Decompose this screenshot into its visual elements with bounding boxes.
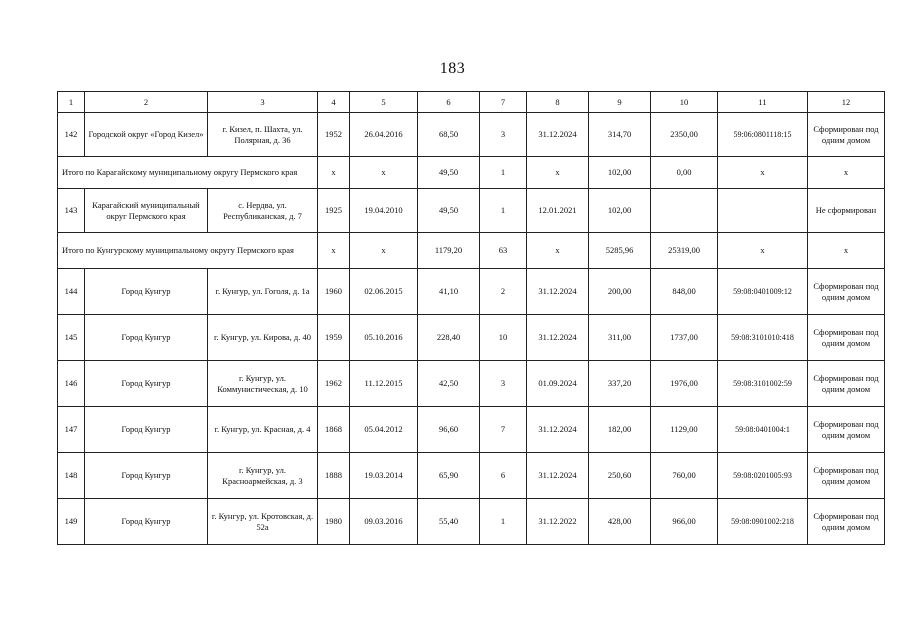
row-number: 147 — [58, 407, 85, 453]
area-cell: 41,10 — [418, 269, 480, 315]
row-number: 146 — [58, 361, 85, 407]
cadastral-number-cell: 59:08:3101002:59 — [718, 361, 808, 407]
recognition-date-cell: 02.06.2015 — [350, 269, 418, 315]
year-built-cell: 1888 — [318, 453, 350, 499]
municipality-cell: Город Кунгур — [85, 453, 208, 499]
address-cell: г. Кунгур, ул. Коммунистическая, д. 10 — [208, 361, 318, 407]
land-status-cell: Сформирован под одним домом — [808, 407, 885, 453]
table-row — [58, 499, 885, 545]
resettlement-date-cell: 12.01.2021 — [527, 189, 589, 233]
resettlement-date-cell: 31.12.2024 — [527, 315, 589, 361]
land-status-cell: Сформирован под одним домом — [808, 113, 885, 157]
land-area-cell: 428,00 — [589, 499, 651, 545]
municipality-cell: Город Кунгур — [85, 315, 208, 361]
table-row — [58, 189, 885, 233]
municipality-cell: Город Кунгур — [85, 361, 208, 407]
address-cell: г. Кунгур, ул. Красная, д. 4 — [208, 407, 318, 453]
recognition-date-cell: 26.04.2016 — [350, 113, 418, 157]
recognition-date-cell: 05.04.2012 — [350, 407, 418, 453]
total-cell: 0,00 — [651, 157, 718, 189]
cadastral-number-cell: 59:08:3101010:418 — [718, 315, 808, 361]
land-value-cell: 2350,00 — [651, 113, 718, 157]
column-number: 1 — [58, 92, 85, 113]
page-number: 183 — [439, 60, 466, 77]
residents-cell: 1 — [480, 189, 527, 233]
total-label: Итого по Карагайскому муниципальному округу Пермского края — [58, 157, 318, 189]
total-row — [58, 157, 885, 189]
land-area-cell: 314,70 — [589, 113, 651, 157]
column-number: 3 — [208, 92, 318, 113]
residents-cell: 6 — [480, 453, 527, 499]
cadastral-number-cell: 59:06:0801118:15 — [718, 113, 808, 157]
address-cell: г. Кунгур, ул. Кротовская, д. 52а — [208, 499, 318, 545]
area-cell: 96,60 — [418, 407, 480, 453]
recognition-date-cell: 19.04.2010 — [350, 189, 418, 233]
cadastral-number-cell: 59:08:0201005:93 — [718, 453, 808, 499]
year-built-cell: 1925 — [318, 189, 350, 233]
area-cell: 55,40 — [418, 499, 480, 545]
land-area-cell: 200,00 — [589, 269, 651, 315]
column-number: 8 — [527, 92, 589, 113]
column-number-row — [58, 92, 885, 113]
residents-cell: 1 — [480, 499, 527, 545]
recognition-date-cell: 05.10.2016 — [350, 315, 418, 361]
recognition-date-cell: 19.03.2014 — [350, 453, 418, 499]
residents-cell: 3 — [480, 361, 527, 407]
table-row — [58, 269, 885, 315]
row-number: 142 — [58, 113, 85, 157]
total-cell: x — [350, 157, 418, 189]
column-number: 4 — [318, 92, 350, 113]
table-row — [58, 453, 885, 499]
table-row — [58, 407, 885, 453]
column-number: 7 — [480, 92, 527, 113]
recognition-date-cell: 11.12.2015 — [350, 361, 418, 407]
housing-register-table — [57, 91, 885, 545]
cadastral-number-cell: 59:08:0401004:1 — [718, 407, 808, 453]
residents-cell: 10 — [480, 315, 527, 361]
land-status-cell: Сформирован под одним домом — [808, 499, 885, 545]
total-cell: x — [527, 233, 589, 269]
total-cell: 1179,20 — [418, 233, 480, 269]
total-cell: x — [808, 233, 885, 269]
land-status-cell: Не сформирован — [808, 189, 885, 233]
resettlement-date-cell: 31.12.2024 — [527, 453, 589, 499]
address-cell: г. Кунгур, ул. Кирова, д. 40 — [208, 315, 318, 361]
resettlement-date-cell: 01.09.2024 — [527, 361, 589, 407]
residents-cell: 2 — [480, 269, 527, 315]
total-cell: 102,00 — [589, 157, 651, 189]
row-number: 149 — [58, 499, 85, 545]
municipality-cell: Город Кунгур — [85, 499, 208, 545]
column-number: 11 — [718, 92, 808, 113]
address-cell: г. Кунгур, ул. Красноармейская, д. 3 — [208, 453, 318, 499]
cadastral-number-cell: 59:08:0401009:12 — [718, 269, 808, 315]
resettlement-date-cell: 31.12.2024 — [527, 269, 589, 315]
total-row — [58, 233, 885, 269]
column-number: 10 — [651, 92, 718, 113]
land-area-cell: 182,00 — [589, 407, 651, 453]
municipality-cell: Карагайский муниципальный округ Пермского края — [85, 189, 208, 233]
year-built-cell: 1980 — [318, 499, 350, 545]
total-cell: 49,50 — [418, 157, 480, 189]
residents-cell: 3 — [480, 113, 527, 157]
land-value-cell: 966,00 — [651, 499, 718, 545]
total-cell: 5285,96 — [589, 233, 651, 269]
land-value-cell: 760,00 — [651, 453, 718, 499]
land-status-cell: Сформирован под одним домом — [808, 315, 885, 361]
address-cell: г. Кунгур, ул. Гоголя, д. 1а — [208, 269, 318, 315]
land-area-cell: 337,20 — [589, 361, 651, 407]
area-cell: 228,40 — [418, 315, 480, 361]
column-number: 6 — [418, 92, 480, 113]
table-row — [58, 113, 885, 157]
area-cell: 49,50 — [418, 189, 480, 233]
column-number: 5 — [350, 92, 418, 113]
land-status-cell: Сформирован под одним домом — [808, 361, 885, 407]
total-cell: 1 — [480, 157, 527, 189]
land-area-cell: 102,00 — [589, 189, 651, 233]
land-value-cell: 1976,00 — [651, 361, 718, 407]
total-cell: x — [527, 157, 589, 189]
recognition-date-cell: 09.03.2016 — [350, 499, 418, 545]
municipality-cell: Городской округ «Город Кизел» — [85, 113, 208, 157]
year-built-cell: 1959 — [318, 315, 350, 361]
resettlement-date-cell: 31.12.2024 — [527, 407, 589, 453]
column-number: 2 — [85, 92, 208, 113]
table-row — [58, 361, 885, 407]
column-number: 12 — [808, 92, 885, 113]
municipality-cell: Город Кунгур — [85, 407, 208, 453]
total-cell: x — [350, 233, 418, 269]
cadastral-number-cell — [718, 189, 808, 233]
total-cell: x — [808, 157, 885, 189]
residents-cell: 7 — [480, 407, 527, 453]
total-cell: x — [718, 233, 808, 269]
land-area-cell: 311,00 — [589, 315, 651, 361]
area-cell: 65,90 — [418, 453, 480, 499]
table-row — [58, 315, 885, 361]
land-value-cell — [651, 189, 718, 233]
year-built-cell: 1962 — [318, 361, 350, 407]
area-cell: 42,50 — [418, 361, 480, 407]
total-cell: 63 — [480, 233, 527, 269]
land-status-cell: Сформирован под одним домом — [808, 453, 885, 499]
total-label: Итого по Кунгурскому муниципальному округу Пермского края — [58, 233, 318, 269]
total-cell: x — [718, 157, 808, 189]
municipality-cell: Город Кунгур — [85, 269, 208, 315]
total-cell: 25319,00 — [651, 233, 718, 269]
area-cell: 68,50 — [418, 113, 480, 157]
row-number: 145 — [58, 315, 85, 361]
resettlement-date-cell: 31.12.2022 — [527, 499, 589, 545]
column-number: 9 — [589, 92, 651, 113]
address-cell: с. Нердва, ул. Республиканская, д. 7 — [208, 189, 318, 233]
row-number: 144 — [58, 269, 85, 315]
resettlement-date-cell: 31.12.2024 — [527, 113, 589, 157]
total-cell: x — [318, 233, 350, 269]
year-built-cell: 1952 — [318, 113, 350, 157]
cadastral-number-cell: 59:08:0901002:218 — [718, 499, 808, 545]
row-number: 148 — [58, 453, 85, 499]
row-number: 143 — [58, 189, 85, 233]
address-cell: г. Кизел, п. Шахта, ул. Полярная, д. 36 — [208, 113, 318, 157]
year-built-cell: 1868 — [318, 407, 350, 453]
land-value-cell: 848,00 — [651, 269, 718, 315]
land-status-cell: Сформирован под одним домом — [808, 269, 885, 315]
land-value-cell: 1129,00 — [651, 407, 718, 453]
total-cell: x — [318, 157, 350, 189]
year-built-cell: 1960 — [318, 269, 350, 315]
land-area-cell: 250,60 — [589, 453, 651, 499]
land-value-cell: 1737,00 — [651, 315, 718, 361]
